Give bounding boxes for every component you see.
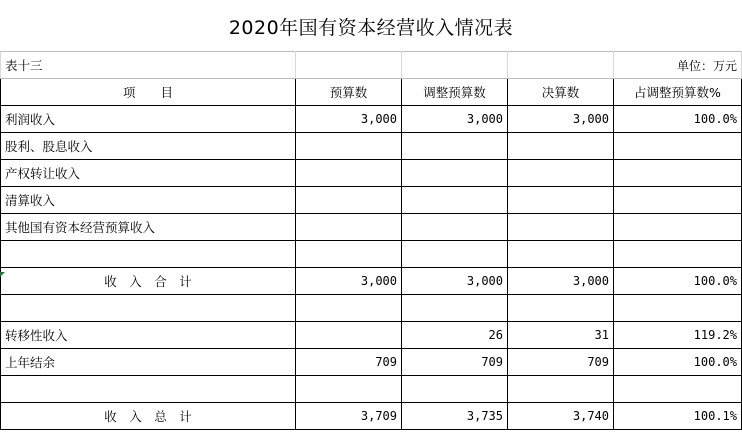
percent-cell[interactable]: 100.0% bbox=[614, 106, 742, 133]
item-cell[interactable]: 收 入 总 计 bbox=[1, 403, 296, 430]
page-title: 2020年国有资本经营收入情况表 bbox=[228, 16, 514, 39]
budget-cell[interactable] bbox=[296, 214, 402, 241]
adjusted-budget-cell[interactable] bbox=[402, 133, 508, 160]
adjusted-budget-cell[interactable]: 709 bbox=[402, 349, 508, 376]
table-row bbox=[1, 241, 742, 268]
final-cell[interactable] bbox=[508, 214, 614, 241]
budget-cell[interactable] bbox=[296, 241, 402, 268]
percent-cell[interactable] bbox=[614, 160, 742, 187]
item-cell[interactable]: 转移性收入 bbox=[1, 322, 296, 349]
table-row bbox=[1, 214, 742, 241]
final-cell[interactable] bbox=[508, 133, 614, 160]
percent-cell[interactable] bbox=[614, 241, 742, 268]
final-cell[interactable]: 3,000 bbox=[508, 268, 614, 295]
budget-cell[interactable] bbox=[296, 160, 402, 187]
item-cell[interactable]: 清算收入 bbox=[1, 187, 296, 214]
table-row bbox=[1, 106, 742, 133]
item-cell[interactable]: 其他国有资本经营预算收入 bbox=[1, 214, 296, 241]
table-row bbox=[1, 187, 742, 214]
percent-cell[interactable]: 119.2% bbox=[614, 322, 742, 349]
final-cell[interactable] bbox=[508, 376, 614, 403]
adjusted-budget-cell[interactable]: 26 bbox=[402, 322, 508, 349]
table-row bbox=[1, 295, 742, 322]
adjusted-budget-cell[interactable]: 3,000 bbox=[402, 268, 508, 295]
item-cell[interactable] bbox=[1, 295, 296, 322]
adjusted-budget-cell[interactable] bbox=[402, 214, 508, 241]
item-cell[interactable]: 股利、股息收入 bbox=[1, 133, 296, 160]
cell-comment-marker bbox=[0, 272, 5, 277]
unit-cell[interactable]: 单位：万元 bbox=[614, 52, 742, 79]
budget-cell[interactable] bbox=[296, 376, 402, 403]
item-cell[interactable] bbox=[1, 241, 296, 268]
final-cell[interactable] bbox=[508, 241, 614, 268]
empty-cell[interactable] bbox=[402, 52, 508, 79]
table-row bbox=[1, 376, 742, 403]
percent-cell[interactable]: 100.1% bbox=[614, 403, 742, 430]
header-row bbox=[1, 79, 742, 106]
adjusted-budget-cell[interactable] bbox=[402, 295, 508, 322]
empty-cell[interactable] bbox=[508, 52, 614, 79]
table-row bbox=[1, 133, 742, 160]
budget-cell[interactable]: 3,000 bbox=[296, 268, 402, 295]
header-final[interactable]: 决算数 bbox=[508, 79, 614, 106]
final-cell[interactable]: 709 bbox=[508, 349, 614, 376]
budget-cell[interactable]: 709 bbox=[296, 349, 402, 376]
table-row bbox=[1, 349, 742, 376]
table-row bbox=[1, 268, 742, 295]
table-meta-row bbox=[1, 52, 742, 79]
adjusted-budget-cell[interactable] bbox=[402, 241, 508, 268]
item-cell[interactable]: 收 入 合 计 bbox=[1, 268, 296, 295]
budget-cell[interactable] bbox=[296, 187, 402, 214]
final-cell[interactable]: 3,740 bbox=[508, 403, 614, 430]
item-cell[interactable]: 上年结余 bbox=[1, 349, 296, 376]
percent-cell[interactable] bbox=[614, 295, 742, 322]
percent-cell[interactable]: 100.0% bbox=[614, 268, 742, 295]
final-cell[interactable] bbox=[508, 187, 614, 214]
header-item[interactable]: 项 目 bbox=[1, 79, 296, 106]
revenue-table bbox=[0, 51, 742, 430]
percent-cell[interactable] bbox=[614, 376, 742, 403]
item-cell[interactable]: 利润收入 bbox=[1, 106, 296, 133]
table-row bbox=[1, 403, 742, 430]
percent-cell[interactable] bbox=[614, 214, 742, 241]
adjusted-budget-cell[interactable]: 3,735 bbox=[402, 403, 508, 430]
table-row bbox=[1, 322, 742, 349]
percent-cell[interactable] bbox=[614, 133, 742, 160]
table-row bbox=[1, 160, 742, 187]
percent-cell[interactable]: 100.0% bbox=[614, 349, 742, 376]
header-percent[interactable]: 占调整预算数% bbox=[614, 79, 742, 106]
item-cell[interactable] bbox=[1, 376, 296, 403]
empty-cell[interactable] bbox=[296, 52, 402, 79]
header-adjusted-budget[interactable]: 调整预算数 bbox=[402, 79, 508, 106]
adjusted-budget-cell[interactable] bbox=[402, 376, 508, 403]
item-cell[interactable]: 产权转让收入 bbox=[1, 160, 296, 187]
final-cell[interactable] bbox=[508, 295, 614, 322]
table-number-cell[interactable]: 表十三 bbox=[1, 52, 296, 79]
final-cell[interactable]: 31 bbox=[508, 322, 614, 349]
adjusted-budget-cell[interactable] bbox=[402, 160, 508, 187]
adjusted-budget-cell[interactable] bbox=[402, 187, 508, 214]
budget-cell[interactable]: 3,709 bbox=[296, 403, 402, 430]
header-budget[interactable]: 预算数 bbox=[296, 79, 402, 106]
final-cell[interactable] bbox=[508, 160, 614, 187]
budget-cell[interactable] bbox=[296, 322, 402, 349]
adjusted-budget-cell[interactable]: 3,000 bbox=[402, 106, 508, 133]
final-cell[interactable]: 3,000 bbox=[508, 106, 614, 133]
budget-cell[interactable] bbox=[296, 133, 402, 160]
percent-cell[interactable] bbox=[614, 187, 742, 214]
budget-cell[interactable] bbox=[296, 295, 402, 322]
budget-cell[interactable]: 3,000 bbox=[296, 106, 402, 133]
